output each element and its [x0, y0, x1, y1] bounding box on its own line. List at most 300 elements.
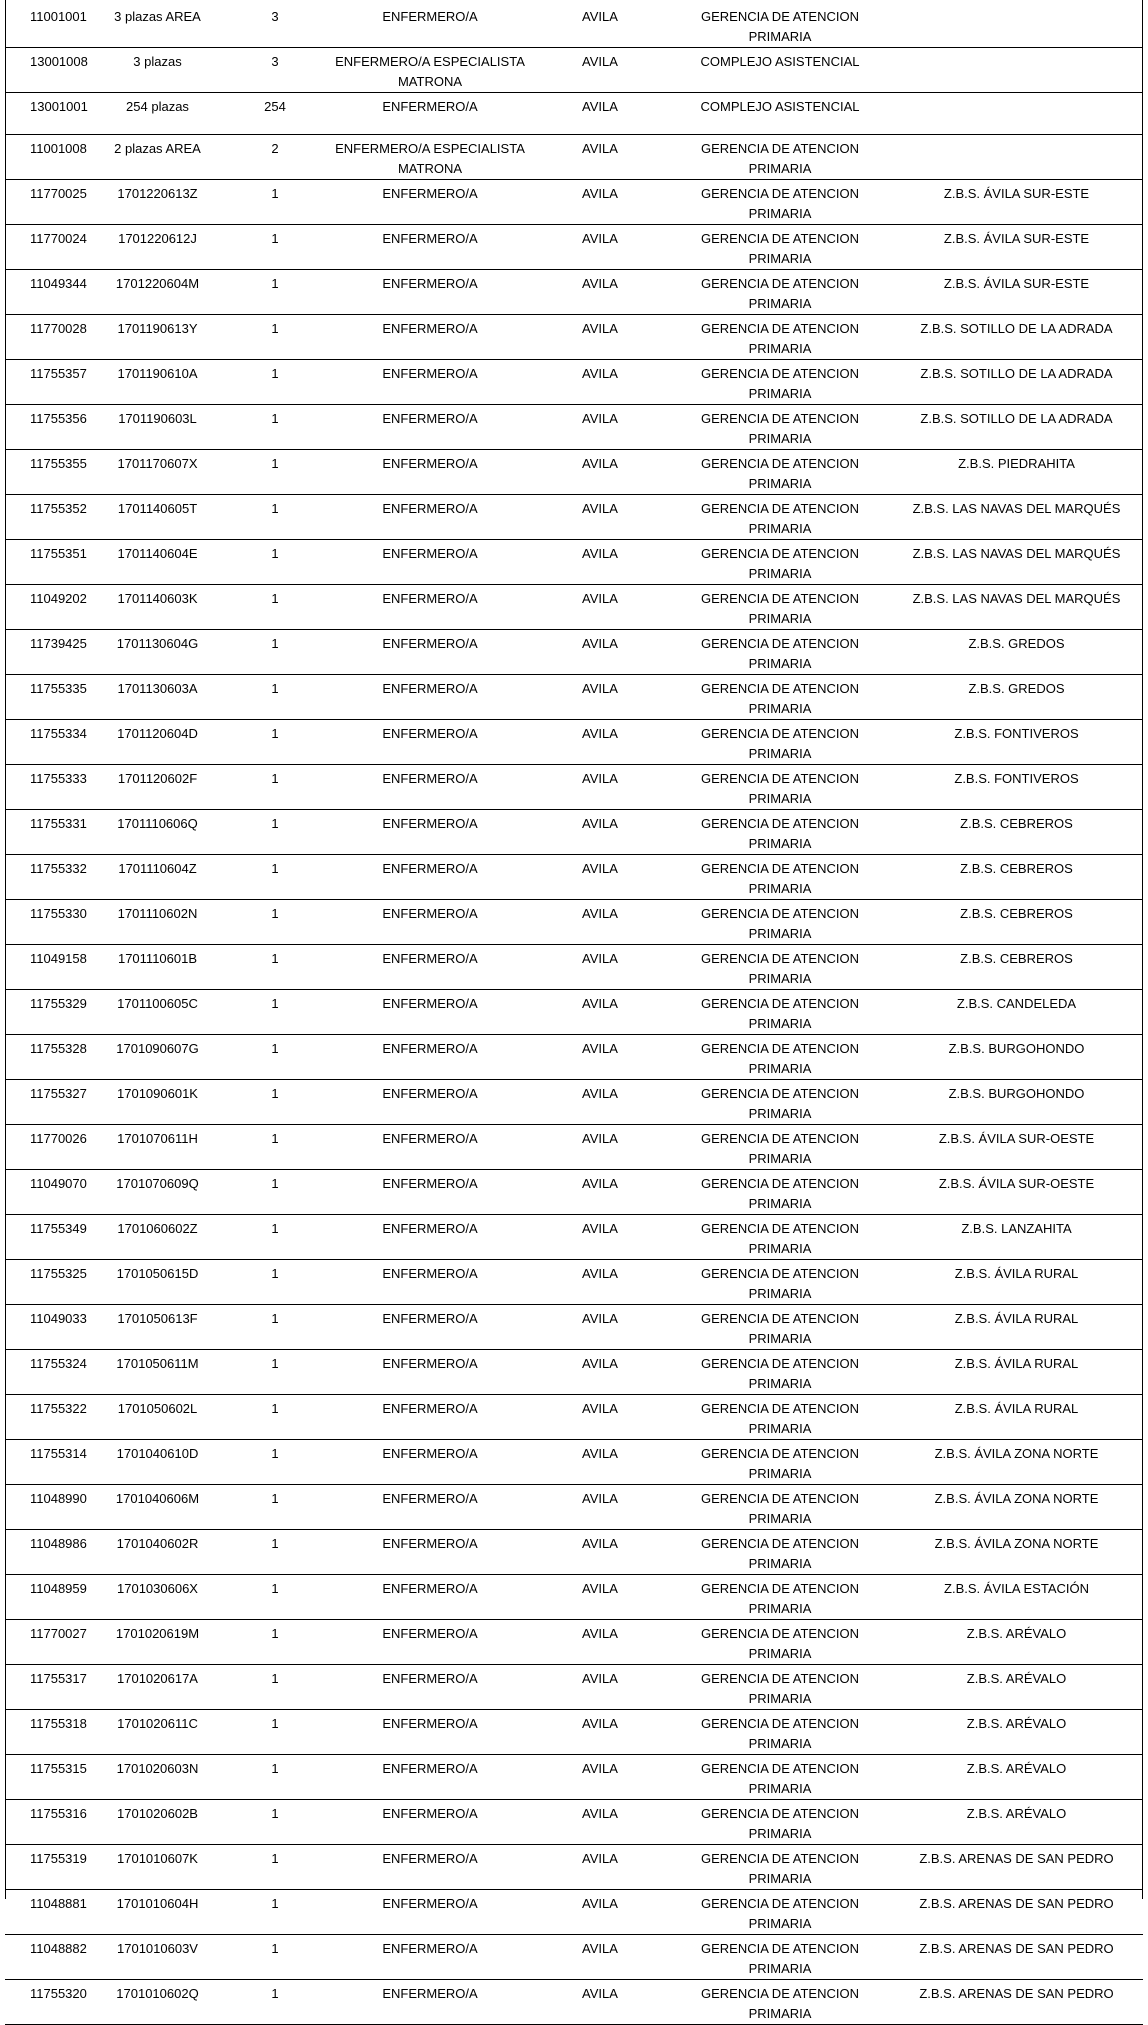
category-cell: ENFERMERO/A	[330, 1710, 530, 1755]
health-zone-cell: Z.B.S. ÁVILA SUR-ESTE	[890, 270, 1143, 315]
management-cell: GERENCIA DE ATENCION PRIMARIA	[670, 855, 890, 900]
management-cell: GERENCIA DE ATENCION PRIMARIA	[670, 360, 890, 405]
table-row	[5, 1665, 1143, 1710]
place-reference-cell: 1701110602N	[95, 900, 220, 945]
province-cell: AVILA	[530, 1935, 670, 1980]
places-count-cell: 1	[220, 1125, 330, 1170]
places-count-cell: 1	[220, 405, 330, 450]
category-cell: ENFERMERO/A	[330, 1665, 530, 1710]
place-reference-cell: 1701040610D	[95, 1440, 220, 1485]
position-code-cell: 11001001	[5, 3, 95, 48]
position-code-cell: 11755355	[5, 450, 95, 495]
management-cell: GERENCIA DE ATENCION PRIMARIA	[670, 1890, 890, 1935]
places-count-cell: 1	[220, 495, 330, 540]
place-reference-cell: 1701010604H	[95, 1890, 220, 1935]
table-right-border	[1142, 0, 1143, 1899]
place-reference-cell: 1701220612J	[95, 225, 220, 270]
category-cell: ENFERMERO/A	[330, 1845, 530, 1890]
health-zone-cell: Z.B.S. GREDOS	[890, 675, 1143, 720]
category-cell: ENFERMERO/A	[330, 315, 530, 360]
category-cell: ENFERMERO/A	[330, 1620, 530, 1665]
table-row	[5, 990, 1143, 1035]
category-cell: ENFERMERO/A	[330, 585, 530, 630]
management-cell: GERENCIA DE ATENCION PRIMARIA	[670, 675, 890, 720]
category-cell: ENFERMERO/A	[330, 93, 530, 135]
province-cell: AVILA	[530, 3, 670, 48]
places-count-cell: 1	[220, 945, 330, 990]
management-cell: GERENCIA DE ATENCION PRIMARIA	[670, 1845, 890, 1890]
position-code-cell: 11755322	[5, 1395, 95, 1440]
table-row	[5, 855, 1143, 900]
place-reference-cell: 1701100605C	[95, 990, 220, 1035]
management-cell: GERENCIA DE ATENCION PRIMARIA	[670, 1755, 890, 1800]
place-reference-cell: 1701040602R	[95, 1530, 220, 1575]
table-row	[5, 1800, 1143, 1845]
province-cell: AVILA	[530, 135, 670, 180]
province-cell: AVILA	[530, 270, 670, 315]
category-cell: ENFERMERO/A	[330, 1755, 530, 1800]
place-reference-cell: 1701110601B	[95, 945, 220, 990]
table-row	[5, 1440, 1143, 1485]
management-cell: GERENCIA DE ATENCION PRIMARIA	[670, 720, 890, 765]
positions-table	[5, 3, 1143, 2025]
province-cell: AVILA	[530, 1845, 670, 1890]
place-reference-cell: 1701010607K	[95, 1845, 220, 1890]
places-count-cell: 1	[220, 810, 330, 855]
place-reference-cell: 1701130604G	[95, 630, 220, 675]
places-count-cell: 1	[220, 360, 330, 405]
places-count-cell: 1	[220, 675, 330, 720]
province-cell: AVILA	[530, 1485, 670, 1530]
position-code-cell: 11755317	[5, 1665, 95, 1710]
table-row	[5, 48, 1143, 93]
management-cell: GERENCIA DE ATENCION PRIMARIA	[670, 945, 890, 990]
table-row	[5, 1710, 1143, 1755]
table-row	[5, 945, 1143, 990]
position-code-cell: 11755325	[5, 1260, 95, 1305]
category-cell: ENFERMERO/A	[330, 990, 530, 1035]
province-cell: AVILA	[530, 630, 670, 675]
management-cell: GERENCIA DE ATENCION PRIMARIA	[670, 810, 890, 855]
health-zone-cell: Z.B.S. BURGOHONDO	[890, 1080, 1143, 1125]
place-reference-cell: 1701110604Z	[95, 855, 220, 900]
position-code-cell: 11049344	[5, 270, 95, 315]
health-zone-cell: Z.B.S. ARÉVALO	[890, 1620, 1143, 1665]
management-cell: GERENCIA DE ATENCION PRIMARIA	[670, 1215, 890, 1260]
position-code-cell: 11755351	[5, 540, 95, 585]
management-cell: GERENCIA DE ATENCION PRIMARIA	[670, 450, 890, 495]
place-reference-cell: 1701020611C	[95, 1710, 220, 1755]
management-cell: GERENCIA DE ATENCION PRIMARIA	[670, 630, 890, 675]
places-count-cell: 1	[220, 1755, 330, 1800]
category-cell: ENFERMERO/A	[330, 360, 530, 405]
places-count-cell: 1	[220, 1485, 330, 1530]
health-zone-cell: Z.B.S. ARÉVALO	[890, 1800, 1143, 1845]
health-zone-cell: Z.B.S. SOTILLO DE LA ADRADA	[890, 315, 1143, 360]
place-reference-cell: 1701020603N	[95, 1755, 220, 1800]
position-code-cell: 11755334	[5, 720, 95, 765]
health-zone-cell: Z.B.S. CEBREROS	[890, 810, 1143, 855]
places-count-cell: 1	[220, 315, 330, 360]
management-cell: COMPLEJO ASISTENCIAL	[670, 93, 890, 135]
position-code-cell: 11048986	[5, 1530, 95, 1575]
health-zone-cell: Z.B.S. ÁVILA ZONA NORTE	[890, 1440, 1143, 1485]
table-left-border	[5, 0, 6, 1899]
places-count-cell: 1	[220, 1440, 330, 1485]
position-code-cell: 11755330	[5, 900, 95, 945]
health-zone-cell: Z.B.S. ARÉVALO	[890, 1755, 1143, 1800]
places-count-cell: 1	[220, 1035, 330, 1080]
table-row	[5, 1575, 1143, 1620]
category-cell: ENFERMERO/A	[330, 450, 530, 495]
category-cell: ENFERMERO/A	[330, 1035, 530, 1080]
table-row	[5, 585, 1143, 630]
place-reference-cell: 1701020619M	[95, 1620, 220, 1665]
category-cell: ENFERMERO/A	[330, 1575, 530, 1620]
place-reference-cell: 1701050611M	[95, 1350, 220, 1395]
management-cell: GERENCIA DE ATENCION PRIMARIA	[670, 180, 890, 225]
health-zone-cell: Z.B.S. ÁVILA SUR-OESTE	[890, 1125, 1143, 1170]
health-zone-cell: Z.B.S. GREDOS	[890, 630, 1143, 675]
table-row	[5, 180, 1143, 225]
table-row	[5, 225, 1143, 270]
position-code-cell: 13001001	[5, 93, 95, 135]
health-zone-cell	[890, 48, 1143, 93]
place-reference-cell: 1701090601K	[95, 1080, 220, 1125]
category-cell: ENFERMERO/A	[330, 225, 530, 270]
category-cell: ENFERMERO/A	[330, 180, 530, 225]
place-reference-cell: 1701070609Q	[95, 1170, 220, 1215]
places-count-cell: 1	[220, 450, 330, 495]
table-row	[5, 495, 1143, 540]
management-cell: GERENCIA DE ATENCION PRIMARIA	[670, 1935, 890, 1980]
management-cell: GERENCIA DE ATENCION PRIMARIA	[670, 495, 890, 540]
places-count-cell: 1	[220, 990, 330, 1035]
position-code-cell: 11755331	[5, 810, 95, 855]
province-cell: AVILA	[530, 1530, 670, 1575]
place-reference-cell: 1701130603A	[95, 675, 220, 720]
table-row	[5, 315, 1143, 360]
place-reference-cell: 1701010602Q	[95, 1980, 220, 2025]
table-row	[5, 630, 1143, 675]
places-count-cell: 1	[220, 900, 330, 945]
health-zone-cell: Z.B.S. ÁVILA SUR-ESTE	[890, 225, 1143, 270]
places-count-cell: 1	[220, 1710, 330, 1755]
management-cell: COMPLEJO ASISTENCIAL	[670, 48, 890, 93]
position-code-cell: 11755335	[5, 675, 95, 720]
places-count-cell: 1	[220, 720, 330, 765]
province-cell: AVILA	[530, 48, 670, 93]
places-count-cell: 1	[220, 1350, 330, 1395]
management-cell: GERENCIA DE ATENCION PRIMARIA	[670, 405, 890, 450]
table-row	[5, 270, 1143, 315]
places-count-cell: 1	[220, 1620, 330, 1665]
health-zone-cell: Z.B.S. ARENAS DE SAN PEDRO	[890, 1845, 1143, 1890]
place-reference-cell: 1701040606M	[95, 1485, 220, 1530]
position-code-cell: 11048882	[5, 1935, 95, 1980]
health-zone-cell	[890, 135, 1143, 180]
management-cell: GERENCIA DE ATENCION PRIMARIA	[670, 1800, 890, 1845]
places-count-cell: 1	[220, 1890, 330, 1935]
province-cell: AVILA	[530, 1215, 670, 1260]
province-cell: AVILA	[530, 810, 670, 855]
position-code-cell: 11048959	[5, 1575, 95, 1620]
health-zone-cell: Z.B.S. CEBREROS	[890, 900, 1143, 945]
places-count-cell: 1	[220, 180, 330, 225]
province-cell: AVILA	[530, 1620, 670, 1665]
health-zone-cell: Z.B.S. CEBREROS	[890, 945, 1143, 990]
category-cell: ENFERMERO/A	[330, 765, 530, 810]
places-count-cell: 1	[220, 1845, 330, 1890]
place-reference-cell: 1701190603L	[95, 405, 220, 450]
table-row	[5, 1260, 1143, 1305]
table-row	[5, 405, 1143, 450]
province-cell: AVILA	[530, 360, 670, 405]
province-cell: AVILA	[530, 1800, 670, 1845]
place-reference-cell: 2 plazas AREA	[95, 135, 220, 180]
position-code-cell: 11755332	[5, 855, 95, 900]
province-cell: AVILA	[530, 900, 670, 945]
category-cell: ENFERMERO/A	[330, 1215, 530, 1260]
places-count-cell: 254	[220, 93, 330, 135]
province-cell: AVILA	[530, 1890, 670, 1935]
health-zone-cell: Z.B.S. LANZAHITA	[890, 1215, 1143, 1260]
health-zone-cell: Z.B.S. ÁVILA ESTACIÓN	[890, 1575, 1143, 1620]
health-zone-cell: Z.B.S. ÁVILA RURAL	[890, 1350, 1143, 1395]
management-cell: GERENCIA DE ATENCION PRIMARIA	[670, 990, 890, 1035]
management-cell: GERENCIA DE ATENCION PRIMARIA	[670, 540, 890, 585]
province-cell: AVILA	[530, 1710, 670, 1755]
province-cell: AVILA	[530, 990, 670, 1035]
place-reference-cell: 1701190610A	[95, 360, 220, 405]
health-zone-cell: Z.B.S. ARENAS DE SAN PEDRO	[890, 1980, 1143, 2025]
position-code-cell: 11755357	[5, 360, 95, 405]
place-reference-cell: 1701120604D	[95, 720, 220, 765]
management-cell: GERENCIA DE ATENCION PRIMARIA	[670, 1980, 890, 2025]
province-cell: AVILA	[530, 450, 670, 495]
health-zone-cell: Z.B.S. CANDELEDA	[890, 990, 1143, 1035]
position-code-cell: 11048881	[5, 1890, 95, 1935]
category-cell: ENFERMERO/A	[330, 1080, 530, 1125]
health-zone-cell	[890, 93, 1143, 135]
category-cell: ENFERMERO/A	[330, 810, 530, 855]
province-cell: AVILA	[530, 945, 670, 990]
place-reference-cell: 254 plazas	[95, 93, 220, 135]
table-row	[5, 1530, 1143, 1575]
management-cell: GERENCIA DE ATENCION PRIMARIA	[670, 765, 890, 810]
places-count-cell: 1	[220, 1305, 330, 1350]
category-cell: ENFERMERO/A	[330, 3, 530, 48]
position-code-cell: 11755333	[5, 765, 95, 810]
places-count-cell: 1	[220, 585, 330, 630]
table-row	[5, 765, 1143, 810]
place-reference-cell: 1701140603K	[95, 585, 220, 630]
category-cell: ENFERMERO/A	[330, 1170, 530, 1215]
position-code-cell: 11048990	[5, 1485, 95, 1530]
management-cell: GERENCIA DE ATENCION PRIMARIA	[670, 1035, 890, 1080]
position-code-cell: 11770025	[5, 180, 95, 225]
places-count-cell: 3	[220, 48, 330, 93]
position-code-cell: 13001008	[5, 48, 95, 93]
category-cell: ENFERMERO/A	[330, 1260, 530, 1305]
place-reference-cell: 1701030606X	[95, 1575, 220, 1620]
table-row	[5, 135, 1143, 180]
category-cell: ENFERMERO/A ESPECIALISTA MATRONA	[330, 135, 530, 180]
table-body	[5, 3, 1143, 2025]
place-reference-cell: 1701050602L	[95, 1395, 220, 1440]
table-row	[5, 1215, 1143, 1260]
health-zone-cell: Z.B.S. ÁVILA ZONA NORTE	[890, 1530, 1143, 1575]
health-zone-cell: Z.B.S. ÁVILA RURAL	[890, 1395, 1143, 1440]
position-code-cell: 11755314	[5, 1440, 95, 1485]
place-reference-cell: 1701140605T	[95, 495, 220, 540]
province-cell: AVILA	[530, 1035, 670, 1080]
province-cell: AVILA	[530, 1665, 670, 1710]
management-cell: GERENCIA DE ATENCION PRIMARIA	[670, 1620, 890, 1665]
position-code-cell: 11755315	[5, 1755, 95, 1800]
province-cell: AVILA	[530, 540, 670, 585]
province-cell: AVILA	[530, 1980, 670, 2025]
health-zone-cell: Z.B.S. ÁVILA SUR-ESTE	[890, 180, 1143, 225]
places-count-cell: 1	[220, 765, 330, 810]
management-cell: GERENCIA DE ATENCION PRIMARIA	[670, 1170, 890, 1215]
health-zone-cell: Z.B.S. SOTILLO DE LA ADRADA	[890, 405, 1143, 450]
place-reference-cell: 1701020617A	[95, 1665, 220, 1710]
health-zone-cell: Z.B.S. ÁVILA RURAL	[890, 1260, 1143, 1305]
table-row	[5, 1485, 1143, 1530]
category-cell: ENFERMERO/A	[330, 720, 530, 765]
places-count-cell: 3	[220, 3, 330, 48]
category-cell: ENFERMERO/A	[330, 1980, 530, 2025]
table-row	[5, 1395, 1143, 1440]
category-cell: ENFERMERO/A	[330, 1530, 530, 1575]
place-reference-cell: 1701010603V	[95, 1935, 220, 1980]
management-cell: GERENCIA DE ATENCION PRIMARIA	[670, 1440, 890, 1485]
table-row	[5, 1350, 1143, 1395]
place-reference-cell: 3 plazas	[95, 48, 220, 93]
management-cell: GERENCIA DE ATENCION PRIMARIA	[670, 1080, 890, 1125]
place-reference-cell: 1701170607X	[95, 450, 220, 495]
table-row	[5, 1305, 1143, 1350]
table-row	[5, 93, 1143, 135]
position-code-cell: 11755316	[5, 1800, 95, 1845]
position-code-cell: 11770026	[5, 1125, 95, 1170]
place-reference-cell: 1701220613Z	[95, 180, 220, 225]
place-reference-cell: 3 plazas AREA	[95, 3, 220, 48]
province-cell: AVILA	[530, 495, 670, 540]
table-row	[5, 1980, 1143, 2025]
province-cell: AVILA	[530, 1755, 670, 1800]
management-cell: GERENCIA DE ATENCION PRIMARIA	[670, 1485, 890, 1530]
table-row	[5, 1755, 1143, 1800]
position-code-cell: 11001008	[5, 135, 95, 180]
place-reference-cell: 1701050615D	[95, 1260, 220, 1305]
table-row	[5, 1935, 1143, 1980]
places-count-cell: 1	[220, 1080, 330, 1125]
province-cell: AVILA	[530, 93, 670, 135]
health-zone-cell: Z.B.S. ARÉVALO	[890, 1665, 1143, 1710]
position-code-cell: 11755319	[5, 1845, 95, 1890]
position-code-cell: 11770024	[5, 225, 95, 270]
places-count-cell: 1	[220, 1170, 330, 1215]
position-code-cell: 11755356	[5, 405, 95, 450]
position-code-cell: 11755352	[5, 495, 95, 540]
position-code-cell: 11739425	[5, 630, 95, 675]
management-cell: GERENCIA DE ATENCION PRIMARIA	[670, 1575, 890, 1620]
management-cell: GERENCIA DE ATENCION PRIMARIA	[670, 900, 890, 945]
table-row	[5, 450, 1143, 495]
category-cell: ENFERMERO/A	[330, 1485, 530, 1530]
category-cell: ENFERMERO/A	[330, 1890, 530, 1935]
province-cell: AVILA	[530, 1080, 670, 1125]
places-count-cell: 1	[220, 1665, 330, 1710]
table-row	[5, 1125, 1143, 1170]
health-zone-cell	[890, 3, 1143, 48]
place-reference-cell: 1701220604M	[95, 270, 220, 315]
table-row	[5, 3, 1143, 48]
places-count-cell: 1	[220, 855, 330, 900]
category-cell: ENFERMERO/A	[330, 1125, 530, 1170]
management-cell: GERENCIA DE ATENCION PRIMARIA	[670, 3, 890, 48]
table-row	[5, 720, 1143, 765]
category-cell: ENFERMERO/A	[330, 540, 530, 585]
places-count-cell: 1	[220, 225, 330, 270]
place-reference-cell: 1701070611H	[95, 1125, 220, 1170]
table-row	[5, 1890, 1143, 1935]
health-zone-cell: Z.B.S. ÁVILA ZONA NORTE	[890, 1485, 1143, 1530]
category-cell: ENFERMERO/A	[330, 675, 530, 720]
management-cell: GERENCIA DE ATENCION PRIMARIA	[670, 1530, 890, 1575]
table-row	[5, 1620, 1143, 1665]
health-zone-cell: Z.B.S. LAS NAVAS DEL MARQUÉS	[890, 540, 1143, 585]
table-row	[5, 900, 1143, 945]
position-code-cell: 11755324	[5, 1350, 95, 1395]
management-cell: GERENCIA DE ATENCION PRIMARIA	[670, 225, 890, 270]
place-reference-cell: 1701050613F	[95, 1305, 220, 1350]
health-zone-cell: Z.B.S. ARENAS DE SAN PEDRO	[890, 1890, 1143, 1935]
province-cell: AVILA	[530, 855, 670, 900]
places-count-cell: 1	[220, 1395, 330, 1440]
table-row	[5, 1845, 1143, 1890]
table-row	[5, 675, 1143, 720]
management-cell: GERENCIA DE ATENCION PRIMARIA	[670, 315, 890, 360]
category-cell: ENFERMERO/A	[330, 405, 530, 450]
category-cell: ENFERMERO/A	[330, 270, 530, 315]
health-zone-cell: Z.B.S. LAS NAVAS DEL MARQUÉS	[890, 585, 1143, 630]
health-zone-cell: Z.B.S. SOTILLO DE LA ADRADA	[890, 360, 1143, 405]
province-cell: AVILA	[530, 675, 670, 720]
province-cell: AVILA	[530, 1125, 670, 1170]
category-cell: ENFERMERO/A	[330, 855, 530, 900]
place-reference-cell: 1701060602Z	[95, 1215, 220, 1260]
province-cell: AVILA	[530, 1350, 670, 1395]
position-code-cell: 11049202	[5, 585, 95, 630]
health-zone-cell: Z.B.S. FONTIVEROS	[890, 720, 1143, 765]
places-count-cell: 1	[220, 630, 330, 675]
health-zone-cell: Z.B.S. PIEDRAHITA	[890, 450, 1143, 495]
province-cell: AVILA	[530, 405, 670, 450]
position-code-cell: 11755329	[5, 990, 95, 1035]
position-code-cell: 11755318	[5, 1710, 95, 1755]
table-row	[5, 1080, 1143, 1125]
province-cell: AVILA	[530, 765, 670, 810]
table-row	[5, 1170, 1143, 1215]
places-count-cell: 1	[220, 1980, 330, 2025]
management-cell: GERENCIA DE ATENCION PRIMARIA	[670, 1260, 890, 1305]
places-count-cell: 1	[220, 1260, 330, 1305]
places-count-cell: 1	[220, 1800, 330, 1845]
management-cell: GERENCIA DE ATENCION PRIMARIA	[670, 1305, 890, 1350]
